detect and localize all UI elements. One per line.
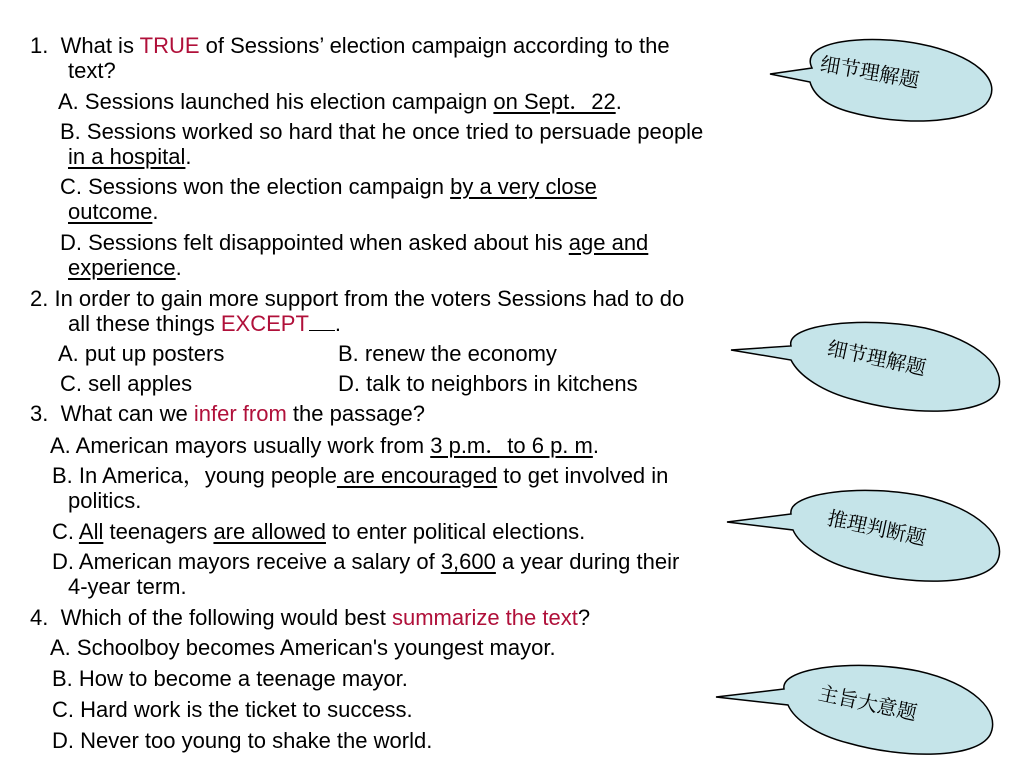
q3-option-b: B. In America，young people are encouraged to get involved in [52, 463, 669, 488]
q3-option-b-cont: politics. [68, 488, 142, 513]
q3-option-c: C. All teenagers are allowed to enter political elections. [52, 519, 586, 544]
q3-option-d: D. American mayors receive a salary of 3,600 a year during their [52, 549, 680, 574]
q1-option-d: D. Sessions felt disappointed when asked about his age and [60, 230, 649, 255]
q4-option-a: A. Schoolboy becomes American's youngest mayor. [50, 635, 556, 660]
q1-stem-cont: text? [68, 58, 116, 83]
callout-label-4: 主旨大意题 [816, 680, 920, 726]
q2-option-c: C. sell apples [60, 371, 193, 396]
q2-stem: 2. In order to gain more support from the voters Sessions had to do [30, 286, 685, 311]
q4-number: 4. [30, 605, 49, 630]
q1-option-b: B. Sessions worked so hard that he once tried to persuade people [60, 119, 704, 144]
answer-blank [309, 312, 335, 331]
q2-option-a: A. put up posters [58, 341, 225, 366]
q2-keyword: EXCEPT [220, 311, 309, 336]
callout-bubble-3 [715, 482, 1015, 592]
q1-option-c: C. Sessions won the election campaign by a very close [60, 174, 597, 199]
q3-stem: 3. What can we infer from the passage? [30, 401, 426, 426]
q4-stem: 4. Which of the following would best summarize the text? [30, 605, 591, 630]
q3-option-d-cont: 4-year term. [68, 574, 187, 599]
q2-option-b: B. renew the economy [338, 341, 557, 366]
q2-option-d: D. talk to neighbors in kitchens [338, 371, 638, 396]
callout-label-2: 细节理解题 [825, 335, 929, 381]
callout-bubble-1 [710, 20, 1010, 130]
q1-keyword: TRUE [139, 33, 200, 58]
q2-stem-cont: all these things EXCEPT . [68, 311, 342, 336]
q1-option-b-cont: in a hospital. [68, 144, 192, 169]
q1-number: 1. [30, 33, 49, 58]
q1-option-d-cont: experience. [68, 255, 182, 280]
q4-option-b: B. How to become a teenage mayor. [52, 666, 408, 691]
q4-option-c: C. Hard work is the ticket to success. [52, 697, 413, 722]
q3-number: 3. [30, 401, 49, 426]
q1-option-c-cont: outcome. [68, 199, 159, 224]
q4-option-d: D. Never too young to shake the world. [52, 728, 433, 753]
q1-option-a: A. Sessions launched his election campaign on Sept．22. [58, 89, 622, 114]
callout-bubble-4 [710, 655, 1010, 765]
q3-keyword: infer from [193, 401, 287, 426]
callout-label-1: 细节理解题 [818, 51, 922, 93]
q3-option-a: A. American mayors usually work from 3 p.m．to 6 p. m. [50, 433, 599, 458]
q1-stem: 1. What is TRUE of Sessions’ election campaign according to the [30, 33, 670, 58]
callout-bubble-2 [715, 312, 1015, 422]
callout-label-3: 推理判断题 [825, 505, 929, 551]
q4-keyword: summarize the text [392, 605, 578, 630]
